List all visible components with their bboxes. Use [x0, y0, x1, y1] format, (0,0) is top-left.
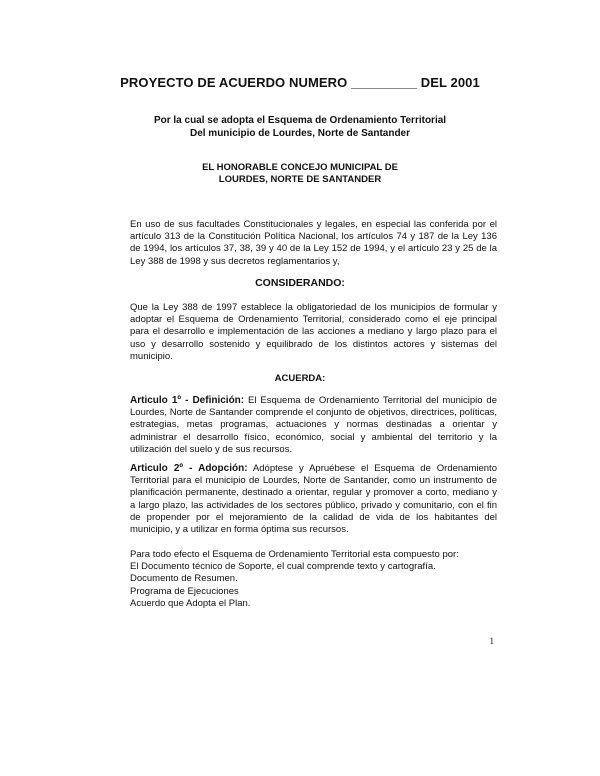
list-item: El Documento técnico de Soporte, el cual comprende texto y cartografía.	[130, 561, 436, 573]
article-1-text: El Esquema de Ordenamiento Territorial del municipio de Lourdes, Norte de Santander comprende el conjunto de objetivos, directrices, políticas, estrategias, metas programas, actuaciones y normas destinadas a orientar y administrar el desarrollo físico, económico, social y ambiental del territorio y la utilización del suelo y de sus recursos.	[130, 395, 497, 455]
acuerda-heading: ACUERDA:	[274, 373, 326, 384]
council-line: LOURDES, NORTE DE SANTANDER	[218, 174, 382, 185]
council-heading	[0, 162, 600, 186]
considerando-paragraph: Que la Ley 388 de 1997 establece la obligatoriedad de los municipios de formular y adoptar el Esquema de Ordenamiento Territorial, considerado como el eje principal para el desarrollo e implementación de las acciones a mediano y largo plazo para el uso y desarrollo sostenido y equilibrado de los distintos actores y sistemas del municipio.	[130, 302, 497, 362]
list-item: Programa de Ejecuciones	[130, 585, 239, 597]
article-2	[130, 463, 497, 536]
considerando-heading: CONSIDERANDO:	[255, 277, 345, 289]
document-title: PROYECTO DE ACUERDO NUMERO _________ DEL 2001	[120, 75, 480, 90]
article-1-label: Articulo 1º - Definición:	[130, 395, 245, 406]
list-item: Documento de Resumen.	[130, 573, 238, 585]
subtitle-line: Del municipio de Lourdes, Norte de Santander	[189, 128, 411, 139]
document-subtitle	[0, 114, 600, 140]
list-item: Acuerdo que Adopta el Plan.	[130, 597, 251, 609]
article-1	[130, 395, 497, 456]
subtitle-line: Por la cual se adopta el Esquema de Ordenamiento Territorial	[153, 115, 447, 126]
article-2-label: Articulo 2º - Adopción:	[130, 463, 248, 474]
article-2-text: Adóptese y Apruébese el Esquema de Ordenamiento Territorial para el municipio de Lourdes, Norte de Santander, como un instrumento de planificación permanente, destinado a orientar, regular y promover a corto, mediano y a largo plazo, las actividades de los sectores público, privado y comunitario, con el fin de propender por el mejoramiento de la calidad de vida de los habitantes del municipio, y a utilizar en forma óptima sus recursos.	[130, 463, 497, 536]
page-number: 1	[489, 636, 494, 646]
council-line: EL HONORABLE CONCEJO MUNICIPAL DE	[202, 162, 398, 173]
list-item: Para todo efecto el Esquema de Ordenamiento Territorial esta compuesto por:	[130, 549, 459, 560]
composition-list	[130, 549, 497, 610]
intro-paragraph: En uso de sus facultades Constitucionales y legales, en especial las conferida por el artículo 313 de la Constitución Política Nacional, los artículos 74 y 187 de la Ley 136 de 1994, los artículos 37, 38, 39 y 40 de la Ley 152 de 1994, y el artículo 23 y 25 de la Ley 388 de 1998 y sus decretos reglamentarios y,	[130, 219, 497, 267]
